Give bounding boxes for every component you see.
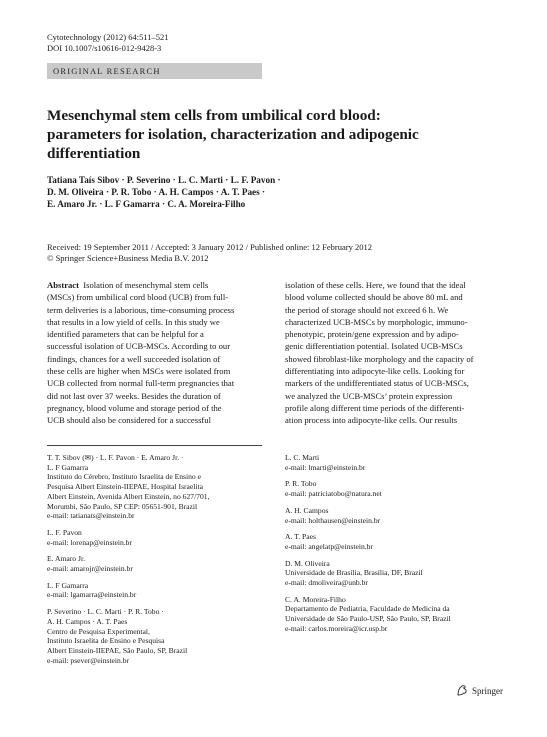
journal-citation: Cytotechnology (2012) 64:511–521 <box>47 32 169 42</box>
author-email[interactable]: e-mail: dmoliveira@unb.br <box>285 578 368 588</box>
abstract-line: that results in a low yield of cells. In this study we <box>47 316 220 327</box>
affiliation-block <box>47 528 272 547</box>
author-email[interactable]: e-mail: holthausen@einstein.br <box>285 515 381 525</box>
abstract-line: did not last over 37 weeks. Besides the duration of <box>47 390 221 401</box>
abstract-line: successful isolation of UCB-MSCs. According to our <box>47 341 231 352</box>
author-email[interactable]: e-mail: amarojr@einstein.br <box>47 564 133 574</box>
title-line: Mesenchymal stem cells from umbilical cord blood: <box>47 107 381 124</box>
abstract-left-column <box>47 279 261 427</box>
abstract-line: blood volume collected should be above 80 mL and <box>285 292 463 303</box>
author-list <box>47 174 517 211</box>
affiliation-line: Universidade de Brasília, Brasília, DF, Brazil <box>285 568 423 578</box>
publication-dates <box>47 242 372 264</box>
abstract-line: (MSCs) from umbilical cord blood (UCB) from full- <box>47 292 229 303</box>
affiliation-line: Departamento de Pediatria, Faculdade de Medicina da <box>285 604 450 614</box>
abstract-line: profile along different time periods of the differenti- <box>285 402 465 413</box>
affiliation-line: A. H. Campos <box>285 505 329 515</box>
abstract-line: isolation of these cells. Here, we found that the ideal <box>285 280 466 290</box>
affiliations-left-column <box>47 453 272 672</box>
title-line: parameters for isolation, characterization and adipogenic <box>47 126 419 143</box>
affiliation-line: Albert Einstein-IIEPAE, São Paulo, SP, Brazil <box>47 645 188 655</box>
author-email[interactable]: e-mail: patriciatobo@natura.net <box>285 489 382 499</box>
abstract-line: the period of storage should not exceed 6 h. We <box>285 304 449 315</box>
abstract-heading: Abstract <box>47 280 79 290</box>
affiliation-line: L. F. Pavon <box>47 527 82 537</box>
springer-horse-icon <box>456 684 469 697</box>
abstract-line: ation process into adipocyte-like cells. Our results <box>285 415 458 426</box>
author-email[interactable]: e-mail: psever@einstein.br <box>47 655 130 665</box>
author-email[interactable]: e-mail: angelatp@einstein.br <box>285 541 373 551</box>
affiliation-block <box>47 581 272 600</box>
abstract-line: these cells are higher when MSCs were isolated from <box>47 366 231 377</box>
affiliation-block <box>47 554 272 573</box>
affiliation-line: Universidade de São Paulo-USP, São Paulo, SP, Brazil <box>285 614 451 624</box>
affiliation-line: Albert Einstein, Avenida Albert Einstein, no 627/701, <box>47 491 210 501</box>
abstract-line: Isolation of mesenchymal stem cells <box>83 280 209 290</box>
abstract-line: showed fibroblast-like morphology and the capacity of <box>285 353 474 364</box>
affiliation-line: Instituto do Cérebro, Instituto Israelita de Ensino e <box>47 472 201 482</box>
abstract-line: differentiating into adipocyte-like cells. Looking for <box>285 366 465 377</box>
author-line: E. Amaro Jr. · L. F Gamarra · C. A. Moreira-Filho <box>47 199 246 210</box>
affiliation-block <box>47 453 272 521</box>
affiliation-line: Instituto Israelita de Ensino e Pesquisa <box>47 636 165 646</box>
affiliation-line: L. C. Marti <box>285 453 320 462</box>
affiliation-block <box>285 506 510 525</box>
author-line: Tatiana Taís Sibov · P. Severino · L. C. Marti · L. F. Pavon · <box>47 175 281 185</box>
affiliation-line: Centro de Pesquisa Experimental, <box>47 626 150 636</box>
abstract-line: characterized UCB-MSCs by morphologic, immuno- <box>285 316 468 327</box>
affiliation-block <box>285 595 510 634</box>
abstract-line: phenotypic, protein/gene expression and by adipo- <box>285 329 459 340</box>
publisher-name: Springer <box>472 685 503 696</box>
doi: DOI 10.1007/s10616-012-9428-3 <box>47 43 162 53</box>
title-line: differentiation <box>47 145 141 162</box>
abstract-line: identified parameters that can be helpful for a <box>47 329 204 340</box>
author-line: D. M. Oliveira · P. R. Tobo · A. H. Campos · A. T. Paes · <box>47 187 266 198</box>
abstract-line: term deliveries is a laborious, time-consuming process <box>47 304 235 315</box>
author-email[interactable]: e-mail: lmarti@einstein.br <box>285 462 366 472</box>
affiliation-line: P. R. Tobo <box>285 479 317 489</box>
affiliation-block <box>285 453 510 472</box>
affiliation-line: L. F Gamarra <box>47 462 89 472</box>
affiliation-line: Morumbi, São Paulo, SP CEP: 05651-901, Brazil <box>47 501 198 511</box>
affiliation-line: D. M. Oliveira <box>285 558 330 568</box>
affiliation-line: A. T. Paes <box>285 532 316 542</box>
author-email[interactable]: e-mail: carlos.moreira@icr.usp.br <box>285 623 388 633</box>
abstract-line: UCB collected from normal full-term pregnancies that <box>47 378 235 389</box>
affiliation-block <box>47 607 272 665</box>
affiliation-line: Pesquisa Albert Einstein-IIEPAE, Hospital Israelita <box>47 482 203 492</box>
article-title <box>47 106 507 163</box>
affiliation-line: L. F Gamarra <box>47 580 89 590</box>
abstract-line: markers of the undifferentiated status of UCB-MSCs, <box>285 378 469 389</box>
affiliation-block <box>285 479 510 498</box>
abstract-line: findings, chances for a well succeeded isolation of <box>47 353 221 364</box>
copyright-line: © Springer Science+Business Media B.V. 2012 <box>47 253 209 263</box>
affiliation-block <box>285 559 510 588</box>
affiliations-right-column <box>285 453 510 641</box>
footnote-divider <box>47 445 262 446</box>
abstract-line: UCB should also be considered for a successful <box>47 415 211 426</box>
affiliation-line: P. Severino · L. C. Marti · P. R. Tobo · <box>47 607 164 617</box>
affiliation-block <box>285 532 510 551</box>
affiliation-line: E. Amaro Jr. <box>47 554 85 564</box>
affiliation-line: T. T. Sibov (✉) · L. F. Pavon · E. Amaro Jr. · <box>47 453 184 462</box>
date-history: Received: 19 September 2011 / Accepted: 3 January 2012 / Published online: 12 February 2012 <box>47 242 372 252</box>
publisher-logo <box>456 684 503 697</box>
journal-header <box>47 32 169 54</box>
author-email[interactable]: e-mail: lorenap@einstein.br <box>47 537 133 547</box>
author-email[interactable]: e-mail: tatianats@einstein.br <box>47 511 135 521</box>
abstract-right-column <box>285 279 499 427</box>
abstract-line: pregnancy, blood volume and storage period of the <box>47 402 222 413</box>
affiliation-line: C. A. Moreira-Filho <box>285 594 346 604</box>
article-category-banner: ORIGINAL RESEARCH <box>47 63 262 79</box>
abstract-first-line <box>47 279 261 291</box>
affiliation-line: A. H. Campos · A. T. Paes <box>47 616 128 626</box>
author-email[interactable]: e-mail: lgamarra@einstein.br <box>47 590 137 600</box>
abstract-line: genic differentiation potential. Isolated UCB-MSCs <box>285 341 463 352</box>
abstract-line: we analyzed the UCB-MSCs’ protein expression <box>285 390 453 401</box>
